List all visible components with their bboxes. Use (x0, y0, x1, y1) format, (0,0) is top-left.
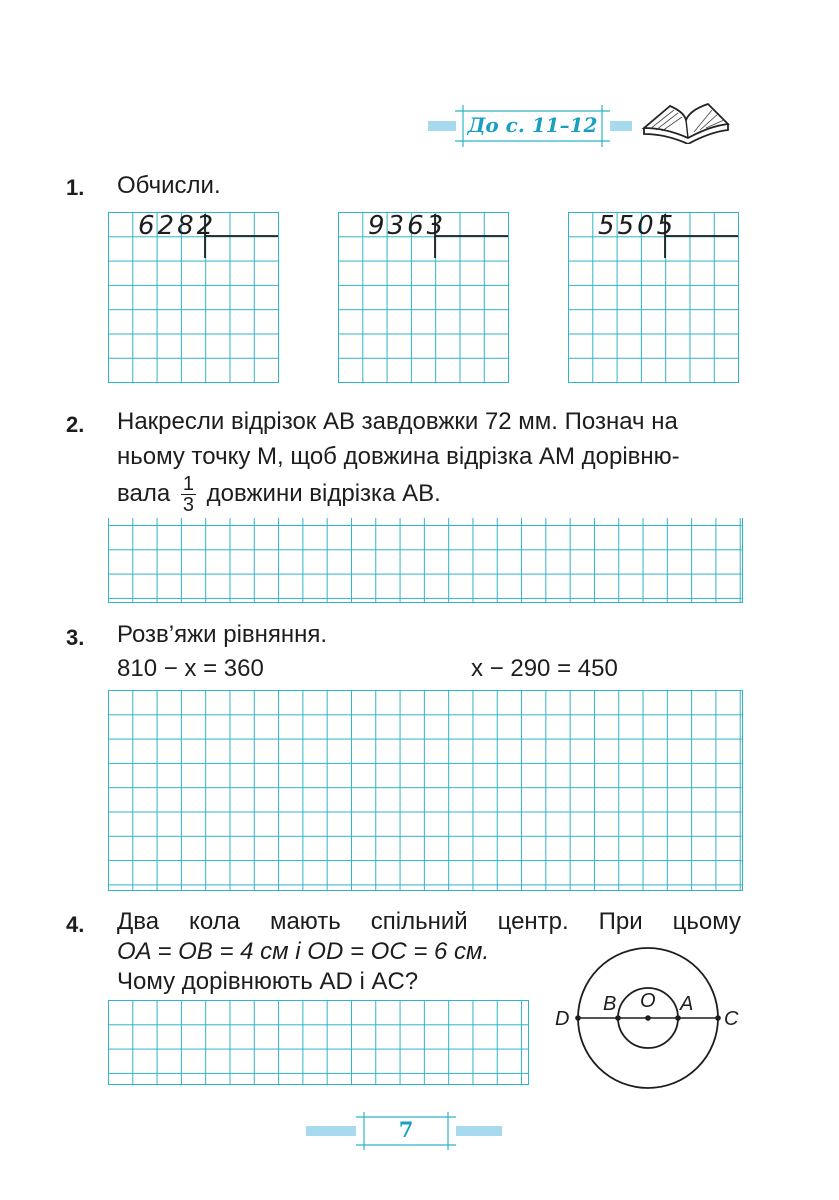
point-d (575, 1015, 581, 1021)
header-reference: До с. 11–12 (467, 113, 598, 137)
point-b (615, 1015, 621, 1021)
division-bracket-2 (430, 212, 510, 262)
task1-number: 1. (66, 175, 85, 200)
task3-equation-2: x − 290 = 450 (471, 655, 618, 682)
dividend-1: 6282 (138, 211, 217, 241)
task2-line3-post: довжини відрізка AB. (206, 479, 441, 507)
dividend-2: 9363 (368, 211, 447, 241)
header-right-bar (610, 121, 632, 131)
task3-equation-1: 810 − x = 360 (117, 655, 264, 682)
task2-line2: ньому точку M, щоб довжина відрізка AM дорівню- (117, 443, 680, 470)
header-reference-box (455, 105, 610, 147)
fraction-numerator: 1 (182, 473, 194, 495)
task4-line1: Два кола мають спільний центр. При цьому (117, 908, 741, 935)
task4-work-grid[interactable] (108, 1000, 529, 1085)
task3-number: 3. (66, 625, 85, 650)
division-bracket-1 (200, 212, 280, 262)
label-c: C (724, 1008, 739, 1030)
header-left-bar (428, 121, 456, 131)
label-b: B (603, 993, 617, 1015)
fraction-one-third (181, 474, 196, 515)
division-bracket-3 (660, 212, 740, 262)
book-icon (640, 98, 732, 144)
task2-line3-pre: вала (117, 479, 171, 507)
label-d: D (555, 1008, 570, 1030)
point-a (675, 1015, 681, 1021)
dividend-3: 5505 (598, 211, 677, 241)
task4-line3: Чому дорівнюють AD і AC? (117, 968, 419, 995)
point-c (715, 1015, 721, 1021)
task1-text: Обчисли. (117, 172, 221, 199)
footer-right-bar (456, 1126, 502, 1136)
page-number: 7 (398, 1117, 414, 1142)
concentric-circles-diagram (552, 940, 752, 1096)
task3-text: Розв’яжи рівняння. (117, 621, 328, 648)
footer-left-bar (306, 1126, 356, 1136)
fraction-denominator: 3 (182, 494, 194, 516)
task3-work-grid[interactable] (108, 690, 743, 891)
task2-work-grid[interactable] (108, 518, 743, 603)
task4-line2: OA = OB = 4 см і OD = OC = 6 см. (117, 938, 490, 965)
label-o: O (640, 990, 656, 1012)
task2-number: 2. (66, 412, 85, 437)
task2-line1: Накресли відрізок AB завдовжки 72 мм. Познач на (117, 408, 678, 435)
page-number-box (356, 1112, 456, 1150)
task4-number: 4. (66, 912, 85, 937)
point-o (645, 1015, 651, 1021)
task2-line3 (117, 474, 441, 515)
label-a: A (680, 993, 694, 1015)
